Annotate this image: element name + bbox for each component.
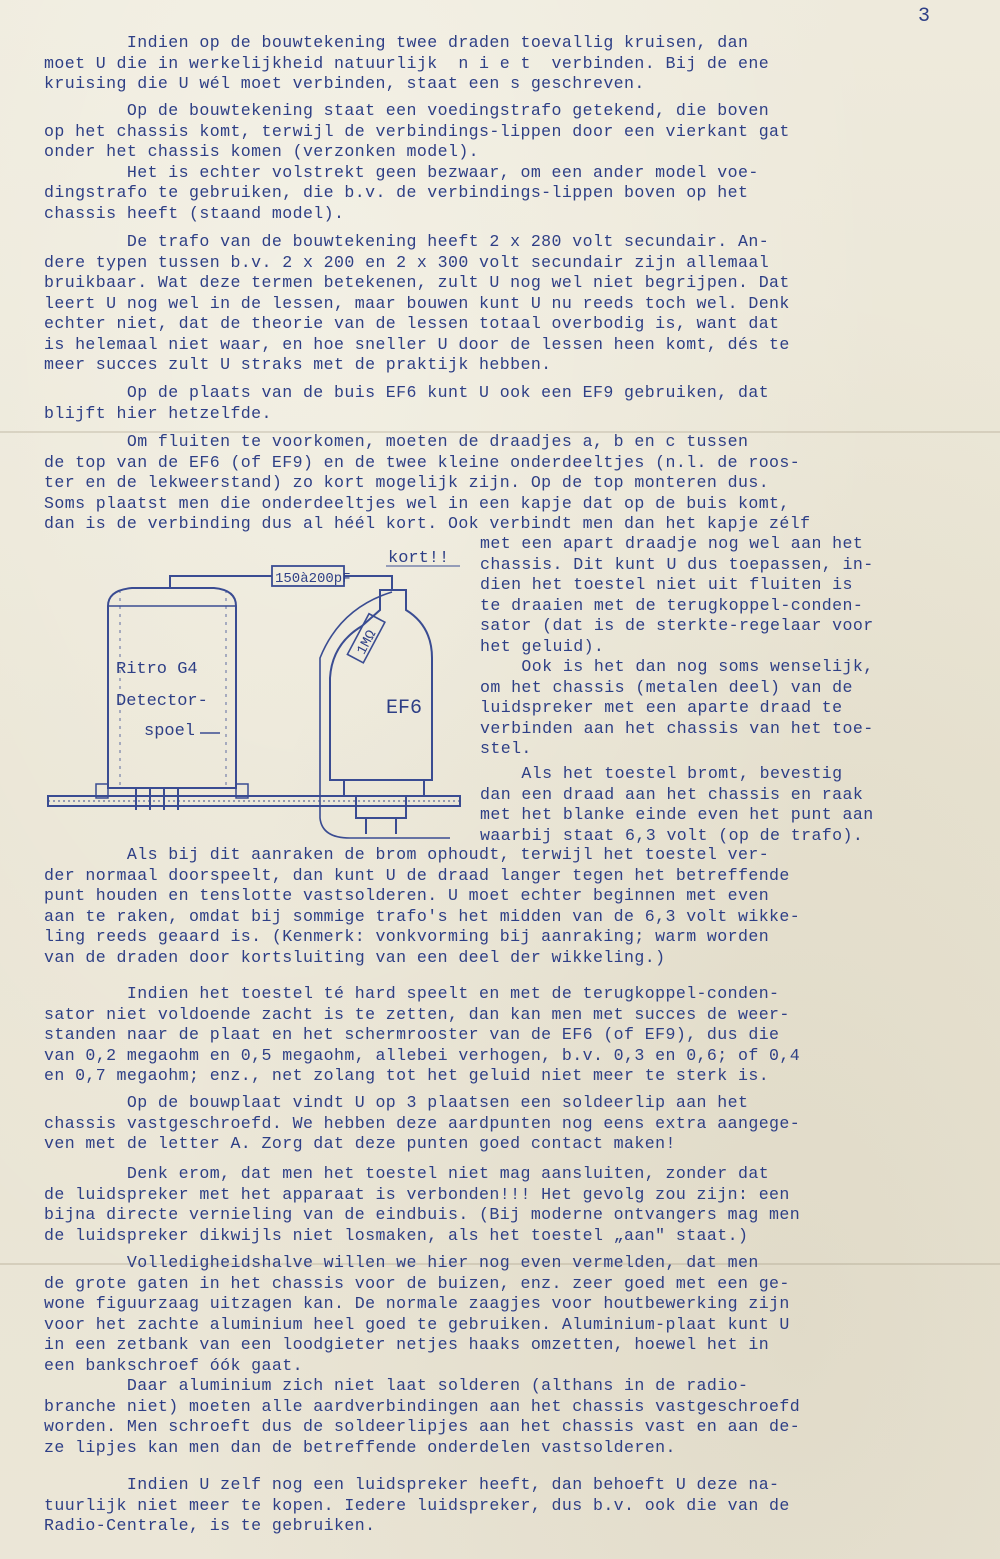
text-line: chassis. Dit kunt U dus toepassen, in- bbox=[480, 554, 874, 574]
text-line: onder het chassis komen (verzonken model). bbox=[44, 142, 480, 161]
text-line: Indien het toestel té hard speelt en met de terugkoppel-conden- bbox=[44, 984, 780, 1003]
text-line: van 0,2 megaohm en 0,5 megaohm, allebei verhogen, b.v. 0,3 en 0,6; of 0,4 bbox=[44, 1045, 801, 1065]
paragraph-transformer-voltage bbox=[44, 232, 964, 376]
text-line: Volledigheidshalve willen we hier nog even vermelden, dat men bbox=[44, 1253, 759, 1272]
tube-label: EF6 bbox=[386, 697, 423, 720]
text-line: Indien U zelf nog een luidspreker heeft, dan behoeft U deze na- bbox=[44, 1475, 780, 1494]
text-line: echter niet, dat de theorie van de lessen totaal overbodig is, want dat bbox=[44, 314, 780, 333]
text-line: het geluid). bbox=[480, 636, 605, 656]
coil-label-function: Detector- bbox=[116, 692, 208, 711]
text-line: punt houden en tenslotte vastsolderen. U moet echter beginnen met even bbox=[44, 886, 770, 905]
wiring-figure bbox=[40, 548, 480, 848]
paragraph-ground-points bbox=[44, 1093, 964, 1155]
text-line: de luidspreker met het apparaat is verbonden!!! Het gevolg zou zijn: een bbox=[44, 1184, 790, 1204]
capacitor-label: 150à200pF bbox=[275, 571, 351, 587]
page-number: 3 bbox=[918, 5, 932, 28]
paragraph-too-loud bbox=[44, 984, 964, 1087]
text-line: chassis heeft (staand model). bbox=[44, 203, 345, 223]
text-line: dan is de verbinding dus al héél kort. Ook verbindt men dan het kapje zélf bbox=[44, 514, 811, 533]
text-line: moet U die in werkelijkheid natuurlijk n i e t verbinden. Bij de ene bbox=[44, 53, 770, 73]
text-line: De trafo van de bouwtekening heeft 2 x 280 volt secundair. An- bbox=[44, 232, 770, 251]
text-line: van de draden door kortsluiting van een deel der wikkeling.) bbox=[44, 947, 666, 967]
text-line: bruikbaar. Wat deze termen betekenen, zult U nog wel niet begrijpen. Dat bbox=[44, 273, 790, 292]
text-line: tuurlijk niet meer te kopen. Iedere luidspreker, dus b.v. ook die van de bbox=[44, 1495, 790, 1515]
text-line: stel. bbox=[480, 739, 532, 758]
paragraph-tube-substitute bbox=[44, 383, 964, 424]
text-line: chassis vastgeschroefd. We hebben deze aardpunten nog eens extra aangege- bbox=[44, 1113, 801, 1133]
paragraph-crossing-wires bbox=[44, 33, 964, 95]
text-line: dan een draad aan het chassis en raak bbox=[480, 784, 864, 804]
paragraph-shielding-cap bbox=[480, 534, 965, 760]
text-line: voor het zachte aluminium heel goed te gebruiken. Aluminium-plaat kunt U bbox=[44, 1314, 790, 1334]
text-line: bijna directe vernieling van de eindbuis. (Bij moderne ontvangers mag men bbox=[44, 1205, 801, 1224]
text-line: en 0,7 megaohm; enz., net zolang tot het geluid niet meer te sterk is. bbox=[44, 1066, 770, 1085]
coil-label-model: Ritro G4 bbox=[116, 660, 198, 679]
text-line: sator (dat is de sterkte-regelaar voor bbox=[480, 616, 874, 635]
coil-can bbox=[96, 588, 248, 810]
text-line: Het is echter volstrekt geen bezwaar, om een ander model voe- bbox=[44, 162, 759, 182]
text-line: dere typen tussen b.v. 2 x 200 en 2 x 300 volt secundair zijn allemaal bbox=[44, 252, 770, 272]
text-line: Om fluiten te voorkomen, moeten de draadjes a, b en c tussen bbox=[44, 432, 749, 451]
text-line: Als bij dit aanraken de brom ophoudt, terwijl het toestel ver- bbox=[44, 845, 770, 864]
text-line: waarbij staat 6,3 volt (op de trafo). bbox=[480, 825, 864, 845]
grid-resistor-label: 1MΩ bbox=[354, 627, 381, 658]
text-line: ling reeds geaard is. (Kenmerk: vonkvorming bij aanraking; warm worden bbox=[44, 927, 770, 946]
text-line: in een zetbank van een loodgieter netjes haaks omzetten, hoewel het in bbox=[44, 1335, 770, 1354]
paragraph-aluminium-work bbox=[44, 1253, 964, 1458]
text-line: op het chassis komt, terwijl de verbindings-lippen door een vierkant gat bbox=[44, 121, 790, 141]
text-line: Op de plaats van de buis EF6 kunt U ook een EF9 gebruiken, dat bbox=[44, 383, 770, 402]
paragraph-hum-continued bbox=[44, 845, 964, 968]
text-line: leert U nog wel in de lessen, maar bouwen kunt U nu reeds toch wel. Denk bbox=[44, 293, 790, 313]
text-line: de luidspreker dikwijls niet losmaken, als het toestel „aan" staat.) bbox=[44, 1225, 749, 1245]
text-line: dingstrafo te gebruiken, die b.v. de verbindings-lippen boven op het bbox=[44, 183, 749, 202]
text-line: te draaien met de terugkoppel-conden- bbox=[480, 595, 864, 615]
text-line: kruising die U wél moet verbinden, staat een s geschreven. bbox=[44, 74, 645, 93]
text-line: Als het toestel bromt, bevestig bbox=[480, 764, 843, 783]
text-line: Op de bouwtekening staat een voedingstrafo getekend, die boven bbox=[44, 101, 770, 120]
text-line: is helemaal niet waar, en hoe sneller U door de lessen heen komt, dés te bbox=[44, 334, 790, 354]
text-line: met het blanke einde even het punt aan bbox=[480, 805, 874, 824]
text-line: der normaal doorspeelt, dan kunt U de draad langer tegen het betreffende bbox=[44, 865, 790, 885]
paragraph-own-speaker bbox=[44, 1475, 964, 1537]
text-line: meer succes zult U straks met de praktijk hebben. bbox=[44, 355, 552, 374]
text-line: de top van de EF6 (of EF9) en de twee kleine onderdeeltjes (n.l. de roos- bbox=[44, 452, 801, 472]
text-line: ven met de letter A. Zorg dat deze punten goed contact maken! bbox=[44, 1134, 676, 1153]
text-line: Indien op de bouwtekening twee draden toevallig kruisen, dan bbox=[44, 33, 749, 52]
text-line: sator niet voldoende zacht is te zetten, dan kan men met succes de weer- bbox=[44, 1004, 790, 1024]
text-line: Daar aluminium zich niet laat solderen (althans in de radio- bbox=[44, 1376, 749, 1395]
text-line: ze lipjes kan men dan de betreffende onderdelen vastsolderen. bbox=[44, 1437, 676, 1457]
text-line: dien het toestel niet uit fluiten is bbox=[480, 575, 853, 594]
text-line: aan te raken, omdat bij sommige trafo's het midden van de 6,3 volt wikke- bbox=[44, 906, 801, 926]
text-line: om het chassis (metalen deel) van de bbox=[480, 677, 853, 697]
text-line: Radio-Centrale, is te gebruiken. bbox=[44, 1516, 376, 1535]
text-line: blijft hier hetzelfde. bbox=[44, 403, 272, 423]
text-line: branche niet) moeten alle aardverbindingen aan het chassis vastgeschroefd bbox=[44, 1396, 801, 1416]
text-line: luidspreker met een aparte draad te bbox=[480, 698, 843, 717]
text-line: Soms plaatst men die onderdeeltjes wel in een kapje dat op de buis komt, bbox=[44, 493, 790, 513]
text-line: worden. Men schroeft dus de soldeerlipjes aan het chassis vast en aan de- bbox=[44, 1417, 801, 1436]
text-line: wone figuurzaag uitzagen kan. De normale zaagjes voor houtbewerking zijn bbox=[44, 1294, 790, 1313]
paragraph-prevent-whistling bbox=[44, 432, 964, 535]
coil-label-part: spoel bbox=[144, 722, 196, 741]
paragraph-hum bbox=[480, 764, 965, 846]
text-line: ter en de lekweerstand) zo kort mogelijk zijn. Op de top monteren dus. bbox=[44, 473, 770, 492]
paragraph-transformer-model bbox=[44, 101, 964, 224]
wiring-diagram bbox=[40, 548, 480, 848]
text-line: Denk erom, dat men het toestel niet mag aansluiten, zonder dat bbox=[44, 1164, 770, 1183]
short-note: kort!! bbox=[388, 549, 450, 568]
text-line: Op de bouwplaat vindt U op 3 plaatsen een soldeerlip aan het bbox=[44, 1093, 749, 1112]
text-line: verbinden aan het chassis van het toe- bbox=[480, 718, 874, 738]
paragraph-speaker-warning bbox=[44, 1164, 964, 1246]
text-line: een bankschroef óók gaat. bbox=[44, 1355, 303, 1375]
grid-capacitor bbox=[272, 566, 351, 587]
text-line: Ook is het dan nog soms wenselijk, bbox=[480, 657, 874, 676]
text-line: met een apart draadje nog wel aan het bbox=[480, 534, 864, 553]
ef6-tube bbox=[330, 590, 432, 834]
text-line: de grote gaten in het chassis voor de buizen, enz. zeer goed met een ge- bbox=[44, 1273, 790, 1293]
text-line: standen naar de plaat en het schermrooster van de EF6 (of EF9), dus die bbox=[44, 1025, 780, 1044]
